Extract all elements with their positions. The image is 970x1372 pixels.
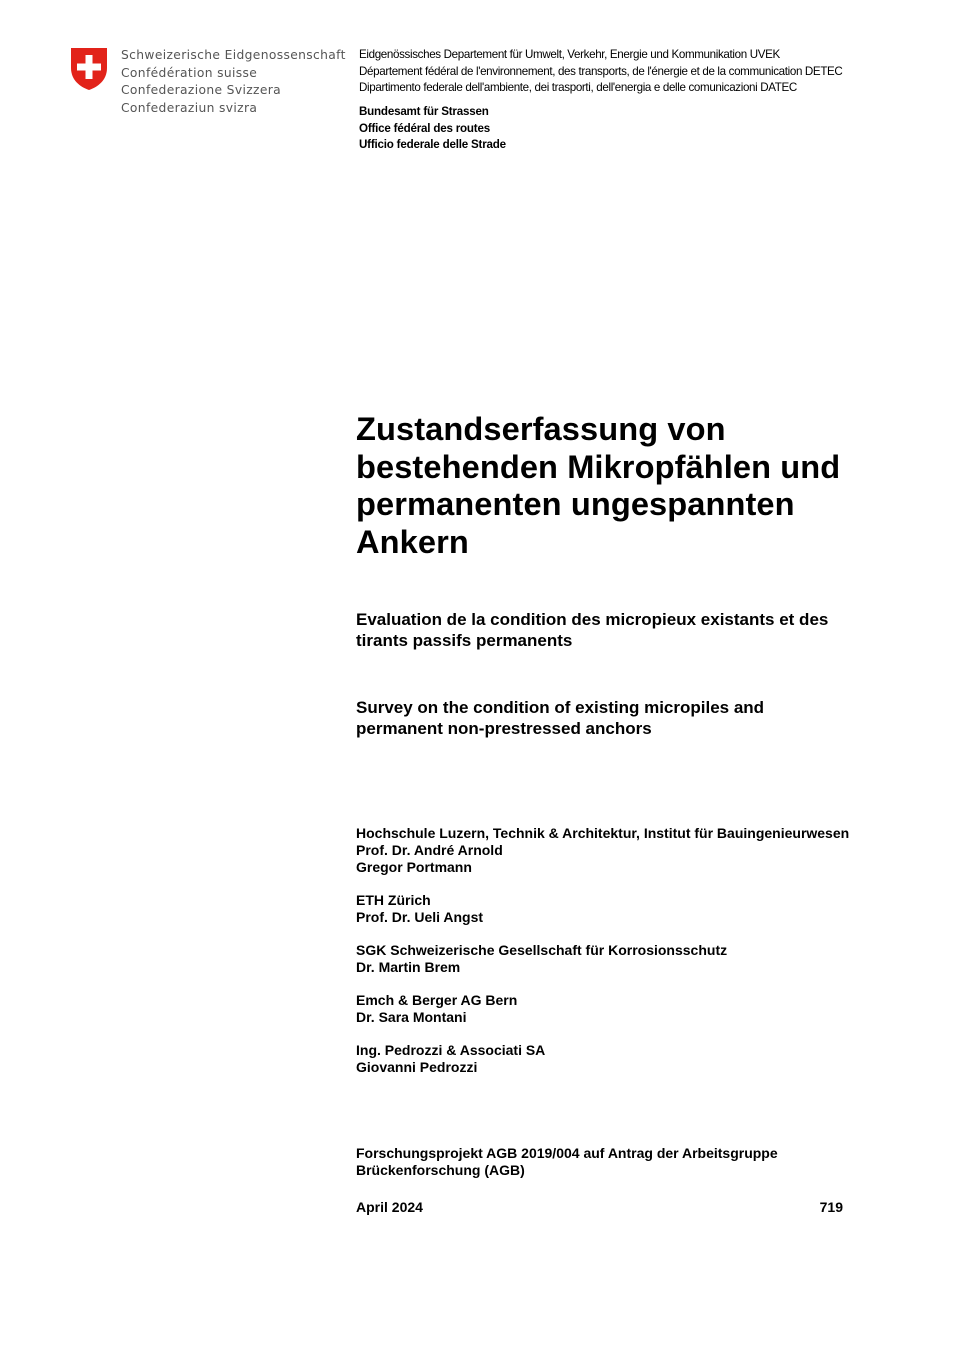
author-group <box>356 942 849 976</box>
subtitle-french <box>356 609 916 651</box>
confed-de: Schweizerische Eidgenossenschaft <box>121 48 346 62</box>
office-block <box>359 104 506 154</box>
author-org: Emch & Berger AG Bern <box>356 992 518 1008</box>
project-line: Brückenforschung (AGB) <box>356 1162 525 1178</box>
authors-list <box>356 825 849 1092</box>
federal-logo <box>70 47 346 117</box>
author-person: Dr. Martin Brem <box>356 959 461 975</box>
office-de: Bundesamt für Strassen <box>359 105 489 118</box>
project-info <box>356 1145 778 1179</box>
author-org: ETH Zürich <box>356 892 431 908</box>
office-it: Ufficio federale delle Strade <box>359 138 506 151</box>
report-number: 719 <box>819 1199 843 1215</box>
title-line: permanenten ungespannten <box>356 485 795 522</box>
department-de: Eidgenössisches Departement für Umwelt, Verkehr, Energie und Kommunikation UVEK <box>359 48 780 61</box>
title-line: Zustandserfassung von <box>356 410 726 447</box>
swiss-cross-shield-icon <box>70 47 108 91</box>
department-block <box>359 47 842 97</box>
publication-date: April 2024 <box>356 1199 423 1215</box>
title-line: bestehenden Mikropfählen und <box>356 447 841 485</box>
author-org: SGK Schweizerische Gesellschaft für Korrosionsschutz <box>356 942 728 958</box>
author-person: Giovanni Pedrozzi <box>356 1059 478 1075</box>
author-person: Gregor Portmann <box>356 859 472 875</box>
author-person: Dr. Sara Montani <box>356 1009 467 1025</box>
title-line: Ankern <box>356 522 469 560</box>
author-org: Hochschule Luzern, Technik & Architektur, Institut für Bauingenieurwesen <box>356 825 850 841</box>
office-fr: Office fédéral des routes <box>359 121 490 135</box>
confed-it: Confederazione Svizzera <box>121 83 282 97</box>
department-fr: Département fédéral de l'environnement, des transports, de l'énergie et de la communication DETEC <box>359 64 843 78</box>
subtitle-en-line: Survey on the condition of existing micropiles and <box>356 698 765 717</box>
author-group <box>356 1042 849 1076</box>
author-person: Prof. Dr. Ueli Angst <box>356 909 484 925</box>
department-it: Dipartimento federale dell'ambiente, dei trasporti, dell'energia e delle comunicazioni DATEC <box>359 81 797 94</box>
confed-fr: Confédération suisse <box>121 65 258 80</box>
subtitle-en-line: permanent non-prestressed anchors <box>356 719 652 738</box>
author-group <box>356 825 849 876</box>
confed-rm: Confederaziun svizra <box>121 100 258 115</box>
author-group <box>356 892 849 926</box>
project-line: Forschungsprojekt AGB 2019/004 auf Antrag der Arbeitsgruppe <box>356 1145 778 1161</box>
subtitle-english <box>356 697 916 739</box>
author-person: Prof. Dr. André Arnold <box>356 842 503 858</box>
report-title <box>356 410 916 560</box>
author-org: Ing. Pedrozzi & Associati SA <box>356 1042 546 1058</box>
subtitle-fr-line: Evaluation de la condition des micropieux existants et des <box>356 610 829 629</box>
subtitle-fr-line: tirants passifs permanents <box>356 631 573 650</box>
confederation-names <box>121 47 346 117</box>
author-group <box>356 992 849 1026</box>
